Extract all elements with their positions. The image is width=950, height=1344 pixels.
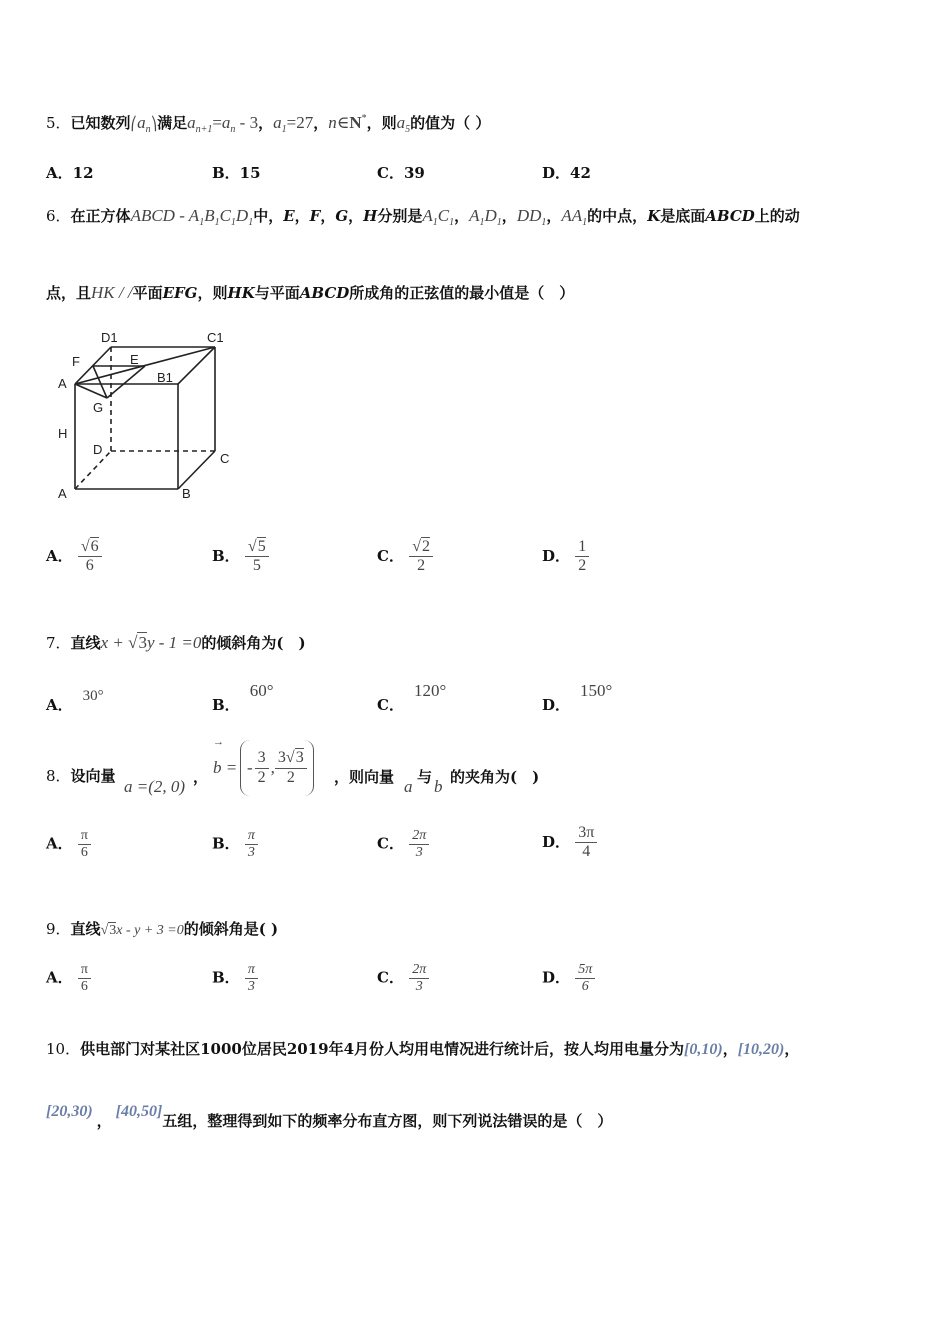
- q6-option-d: D． $\frac{1}{2}$: [542, 538, 589, 576]
- q9-number: 9．: [46, 920, 71, 938]
- q8-question: 的夹角为( ): [450, 768, 540, 786]
- q6-option-c-value: $\frac{√2}{2}$: [409, 538, 433, 576]
- q7-option-b: B．60°: [212, 681, 274, 714]
- q8-vector-b-value: - $\frac{3}{2}$ , $\frac{3√3}{2}$: [240, 740, 314, 796]
- q7-stem: 7．直线x + √3y - 1 =0的倾斜角为( ): [46, 633, 306, 652]
- q7-option-d: D．150°: [542, 681, 613, 714]
- q9-option-c: C． $\frac{2\pi}{3}$: [377, 962, 429, 995]
- q5-option-a: A．12: [46, 164, 94, 182]
- q9-stem: 9．直线√3x - y + 3 =0的倾斜角是( ): [46, 920, 279, 938]
- q8-b-ref: b: [434, 777, 443, 796]
- q8-vector-b: b =: [213, 758, 238, 777]
- q8-option-c: C． $\frac{2\pi}{3}$: [377, 828, 429, 861]
- interval-0-10: [0,10): [684, 1041, 723, 1058]
- label-h: H: [58, 426, 68, 441]
- q6-stem-line1: 6．在正方体ABCD - $A_1B_1C_1D_1$中，E，F，G，H分别是$A_1C_1$，$A_1D_1$，$DD_1$，$AA_1$的中点，K是底面ABCD上的动: [46, 206, 800, 228]
- q6-option-b-value: $\frac{√5}{5}$: [245, 538, 269, 576]
- q8-number: 8．: [46, 767, 71, 785]
- label-d: D: [93, 442, 103, 457]
- q7-number: 7．: [46, 634, 71, 652]
- q6-option-a: A． $\frac{√6}{6}$: [46, 538, 102, 576]
- q5-option-d: D．42: [542, 164, 591, 182]
- label-b: B: [182, 486, 191, 501]
- q9-option-a: A． $\frac{\pi}{6}$: [46, 962, 91, 995]
- q8-option-d: D． $\frac{3\pi}{4}$: [542, 824, 597, 862]
- label-c: C: [220, 451, 230, 466]
- q8-label: 8．设向量: [46, 767, 116, 785]
- q8-a-ref: a: [404, 777, 413, 796]
- q8-arrow: →: [213, 736, 224, 748]
- interval-20-30: [20,30): [46, 1103, 93, 1120]
- label-a: A: [58, 486, 67, 501]
- q8-stem-tail: ，则向量: [334, 768, 395, 786]
- q5-option-b: B．15: [212, 164, 261, 182]
- q10-stem-line1: 10．供电部门对某社区1000位居民2019年4月份人均用电情况进行统计后，按人均用电量分为[0,10)，[10,20)，: [46, 1040, 800, 1058]
- interval-40-50: [40,50]: [115, 1103, 163, 1120]
- q6-option-a-value: $\frac{√6}{6}$: [78, 538, 102, 576]
- q5-option-c: C．39: [377, 164, 425, 182]
- q8-option-a: A． $\frac{\pi}{6}$: [46, 828, 91, 861]
- q6-option-d-value: $\frac{1}{2}$: [575, 538, 589, 576]
- q10-number: 10．: [46, 1040, 81, 1058]
- interval-10-20: [10,20): [737, 1041, 785, 1058]
- q9-option-b: B． $\frac{\pi}{3}$: [212, 962, 258, 995]
- q8-with: 与: [417, 768, 433, 786]
- label-d1: D1: [101, 330, 118, 345]
- q6-option-c: C． $\frac{√2}{2}$: [377, 538, 433, 576]
- q8-vector-a: a =(2, 0): [124, 777, 186, 796]
- label-f: F: [72, 354, 80, 369]
- q6-number: 6．: [46, 207, 71, 225]
- q10-stem-line2: [20,30)，[40,50]五组，整理得到如下的频率分布直方图，则下列说法错误的是（ ）: [46, 1103, 613, 1130]
- edge-b-c: [178, 451, 215, 489]
- q7-option-c: C．120°: [377, 681, 447, 714]
- q6-stem-line2: 点，且HK / /平面EFG，则HK与平面ABCD所成角的正弦值的最小值是（ ）: [46, 283, 575, 302]
- q7-option-a: A． 30°: [46, 688, 104, 714]
- q8-comma: ，: [193, 768, 209, 786]
- label-e: E: [130, 352, 139, 367]
- label-b1: B1: [157, 370, 173, 385]
- q9-option-d: D． $\frac{5\pi}{6}$: [542, 962, 595, 995]
- cube-figure: [55, 328, 245, 503]
- label-a1: A: [58, 376, 67, 391]
- q5-number: 5．: [46, 114, 71, 132]
- q8-option-b: B． $\frac{\pi}{3}$: [212, 828, 258, 861]
- q6-option-b: B． $\frac{√5}{5}$: [212, 538, 269, 576]
- label-c1: C1: [207, 330, 224, 345]
- label-g: G: [93, 400, 104, 415]
- q5-stem: 5．已知数列$⎛a_n⎞$满足$a_{n+1}=a_n - 3$，$a_1=27$，n∈N*，则$a_5$的值为（ ）: [46, 113, 491, 135]
